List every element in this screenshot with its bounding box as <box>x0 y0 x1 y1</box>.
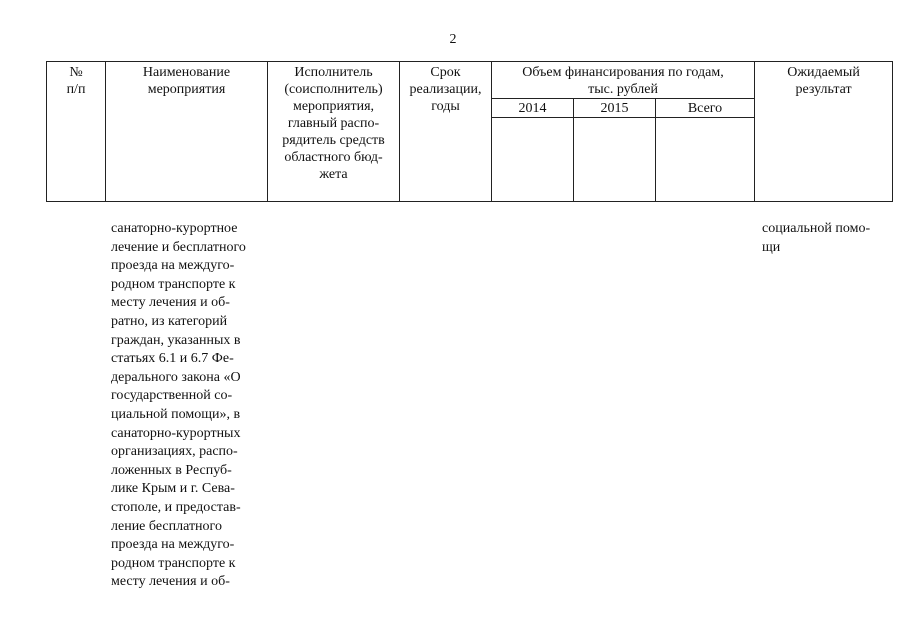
header-executor-line: областного бюд- <box>284 150 383 165</box>
text-line: санаторно-курортных <box>111 425 241 441</box>
expected-result-text <box>762 220 894 257</box>
header-table <box>46 61 893 202</box>
text-word: помо- <box>835 221 871 236</box>
text-line: щи <box>762 239 781 255</box>
text-line: проезда на междуго- <box>111 258 235 274</box>
header-name-line: мероприятия <box>147 82 226 97</box>
header-executor-line: главный распо- <box>287 116 380 131</box>
header-year-2015: 2015 <box>574 99 656 118</box>
text-line: санаторно-курортное <box>111 221 238 236</box>
text-line: стополе, и предостав- <box>111 499 241 515</box>
header-result-line: результат <box>795 82 852 97</box>
header-funding-cell <box>492 62 755 99</box>
year-2014-empty-cell <box>492 118 574 202</box>
header-term-line: годы <box>431 99 460 114</box>
year-2015-empty-cell <box>574 118 656 202</box>
header-term-line: Срок <box>430 65 461 80</box>
text-line: статьях 6.1 и 6.7 Фе- <box>111 351 234 367</box>
header-executor-line: мероприятия, <box>292 99 375 114</box>
text-line: лике Крым и г. Сева- <box>111 481 235 497</box>
text-line: дерального закона «О <box>111 369 241 385</box>
header-funding-line: Объем финансирования по годам, <box>522 65 724 80</box>
text-line: лечение и бесплатного <box>111 239 246 255</box>
header-name-line: Наименование <box>142 65 231 80</box>
text-line: ратно, из категорий <box>111 313 228 329</box>
page-number: 2 <box>449 32 457 47</box>
header-executor-line: Исполнитель <box>294 65 373 80</box>
text-line: циальной помощи», в <box>111 406 241 422</box>
header-name-cell <box>106 62 268 202</box>
text-line: месту лечения и об- <box>111 295 230 311</box>
header-num-cell <box>47 62 106 202</box>
header-executor-line: (соисполнитель) <box>284 82 383 97</box>
header-executor-line: рядитель средств <box>282 133 385 148</box>
header-term-line: реализации, <box>409 82 482 97</box>
text-line: организациях, распо- <box>111 444 238 460</box>
text-line <box>762 220 894 239</box>
header-term-cell <box>400 62 492 202</box>
header-executor-cell <box>268 62 400 202</box>
text-line: родном транспорте к <box>111 276 236 292</box>
text-line: месту лечения и об- <box>111 574 230 590</box>
text-line: родном транспорте к <box>111 555 236 571</box>
text-word: социальной <box>762 221 832 236</box>
header-year-2014: 2014 <box>492 99 574 118</box>
header-num-line: № <box>69 65 83 80</box>
header-funding-line: тыс. рублей <box>588 82 658 97</box>
header-result-line: Ожидаемый <box>787 65 860 80</box>
text-line: ление бесплатного <box>111 518 222 534</box>
text-line: государственной со- <box>111 388 233 404</box>
text-line: проезда на междуго- <box>111 537 235 553</box>
measure-name-text <box>111 220 271 592</box>
header-result-cell <box>755 62 893 202</box>
header-executor-line: жета <box>319 167 348 182</box>
total-empty-cell <box>656 118 755 202</box>
text-line: ложенных в Респуб- <box>111 462 232 478</box>
text-line: граждан, указанных в <box>111 332 241 348</box>
header-total: Всего <box>656 99 755 118</box>
header-num-line: п/п <box>66 82 86 97</box>
